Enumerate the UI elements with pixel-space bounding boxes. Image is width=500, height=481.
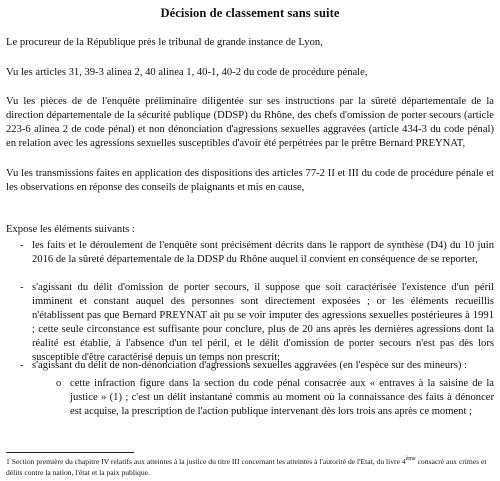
vu-pieces-paragraph: Vu les pièces de de l'enquête préliminaire diligentée sur ses instructions par la sûreté départementale de la direction départementale de la sécurité publique (DDSP) du Rhône, des chefs d'omission de porter secours (article 223-6 alinea 2 de code pénal) et non dénonciation d'agressions sexuelles aggravées (article 434-3 du code pénal) en relation avec les agressions sexuelles susceptibles d'avoir été perpétrées par le prêtre Bernard PREYNAT, <box>6 96 494 149</box>
intro-paragraph: Le procureur de la République près le tribunal de grande instance de Lyon, <box>6 37 323 48</box>
bullet-text: s'agissant du délit d'omission de porter secours, il suppose que soit caractérisée l'existence d'un péril imminent et constant auquel des personnes sont directement exposées ; or les éléments recueillis n'établissent pas que Bernard PREYNAT ait pu se voir imputer des agressions sexuelles postérieures à 1991 ; cette seule circonstance est suffisante pour conclure, plus de 20 ans après les dernières agressions dont la réalité est établie, à l'absence d'un tel péril, et le délit d'omission de porter secours n'est pas dès lors susceptible d'être caractérisé depuis un temps non prescrit; <box>32 282 494 363</box>
document-title: Décision de classement sans suite <box>160 6 340 20</box>
expose-heading: Expose les éléments suivants : <box>6 224 135 235</box>
bullet-item-non-denonciation <box>20 359 494 373</box>
footnote-text-continued: consacré aux crimes et délits contre la nation, l'état et la paix publique. <box>6 457 487 477</box>
sub-bullet-item <box>56 377 494 419</box>
bullet-item-facts <box>20 239 494 267</box>
footnote-divider <box>6 452 134 453</box>
footnote-text: 1 Section première du chapitre IV relatifs aux atteintes à la justice du titre III concernant les atteintes à l'autorité de l'Etat, du livre 4 <box>6 457 406 466</box>
circle-marker: o <box>56 378 62 389</box>
vu-transmissions-paragraph: Vu les transmissions faites en application des dispositions des articles 77-2 II et III du code de procédure pénale et les observations en réponse des conseils de plaignants et mis en cause, <box>6 168 494 193</box>
dash-marker: - <box>20 282 24 293</box>
bullet-text: s'agissant du délit de non-dénonciation d'agressions sexuelles aggravées (en l'espèce sur des mineurs) : <box>32 360 467 371</box>
bullet-text: les faits et le déroulement de l'enquête sont précisément décrits dans le rapport de synthèse (D4) du 10 juin 2016 de la sûreté départementale de la DDSP du Rhône auquel il convient en conséquence de se reporter, <box>32 240 494 265</box>
bullet-item-omission <box>20 281 494 365</box>
sub-bullet-text: cette infraction figure dans la section du code pénal consacrée aux « entraves à la saisine de la justice » (1) ; c'est un délit instantané commis au moment où la connaissance des faits à dénoncer est acquise, la prescription de l'action publique intervenant dès lors trois ans après ce moment ; <box>70 378 494 417</box>
footnote <box>6 456 494 478</box>
dash-marker: - <box>20 360 24 371</box>
footnote-superscript: ème <box>405 456 416 462</box>
vu-articles-paragraph: Vu les articles 31, 39-3 alinea 2, 40 alinea 1, 40-1, 40-2 du code de procédure pénale, <box>6 67 368 78</box>
dash-marker: - <box>20 240 24 251</box>
